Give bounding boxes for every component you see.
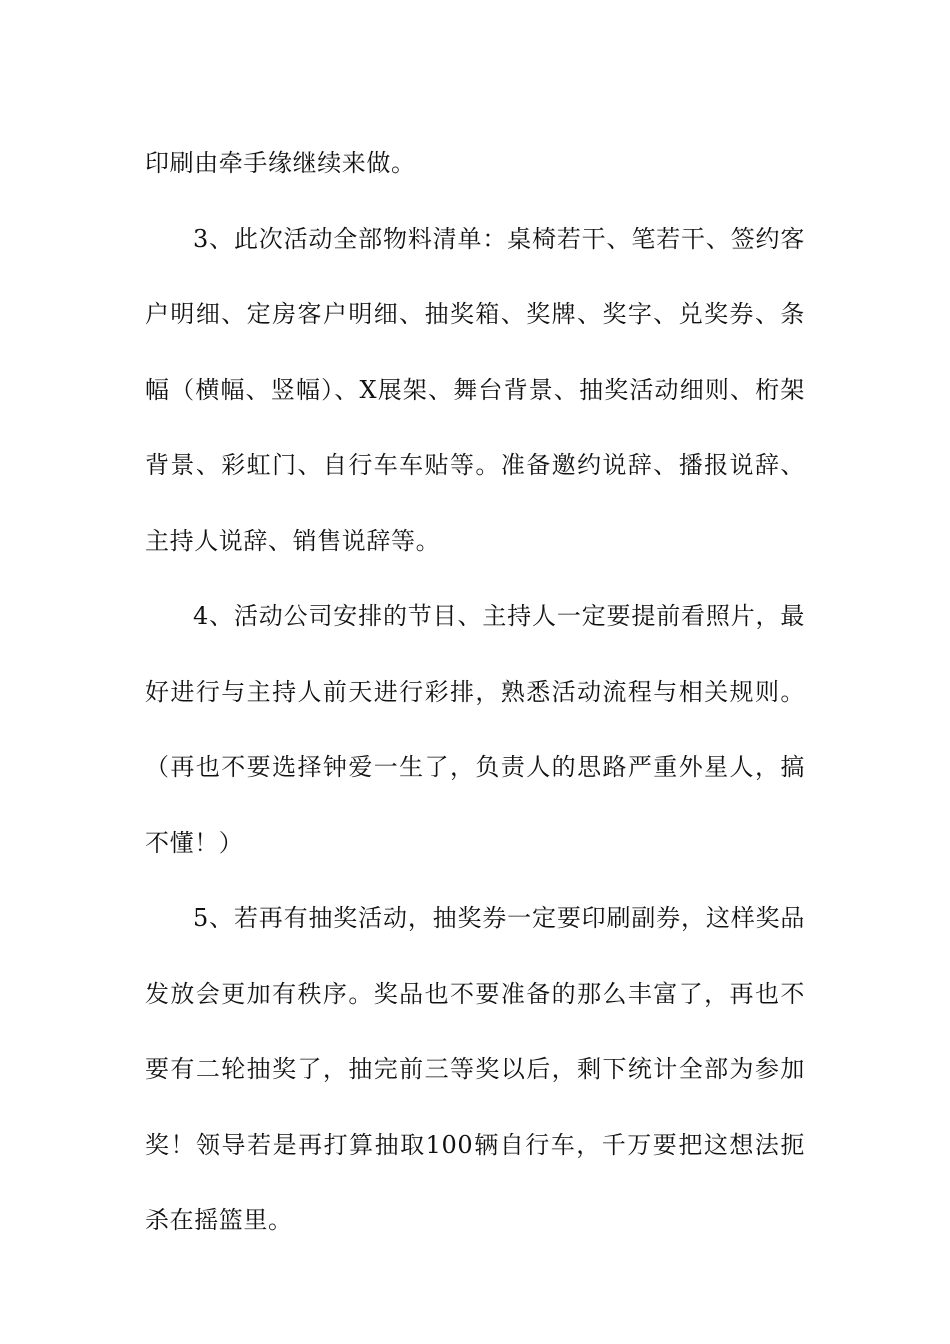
paragraph-item-3: 3、此次活动全部物料清单：桌椅若干、笔若干、签约客户明细、定房客户明细、抽奖箱、奖牌、奖字、兑奖券、条幅（横幅、竖幅）、X展架、舞台背景、抽奖活动细则、桁架背景、彩虹门、自行车车贴等。准备邀约说辞、播报说辞、主持人说辞、销售说辞等。	[145, 224, 805, 555]
paragraph-item-4: 4、活动公司安排的节目、主持人一定要提前看照片，最好进行与主持人前天进行彩排，熟悉活动流程与相关规则。（再也不要选择钟爱一生了，负责人的思路严重外星人，搞不懂！）	[145, 602, 805, 857]
paragraph-item-5: 5、若再有抽奖活动，抽奖券一定要印刷副券，这样奖品发放会更加有秩序。奖品也不要准备的那么丰富了，再也不要有二轮抽奖了，抽完前三等奖以后，剩下统计全部为参加奖！领导若是再打算抽取100辆自行车，千万要把这想法扼杀在摇篮里。	[145, 904, 805, 1234]
paragraph-continued: 印刷由牵手缘继续来做。	[145, 149, 416, 177]
document-body	[145, 126, 805, 1259]
